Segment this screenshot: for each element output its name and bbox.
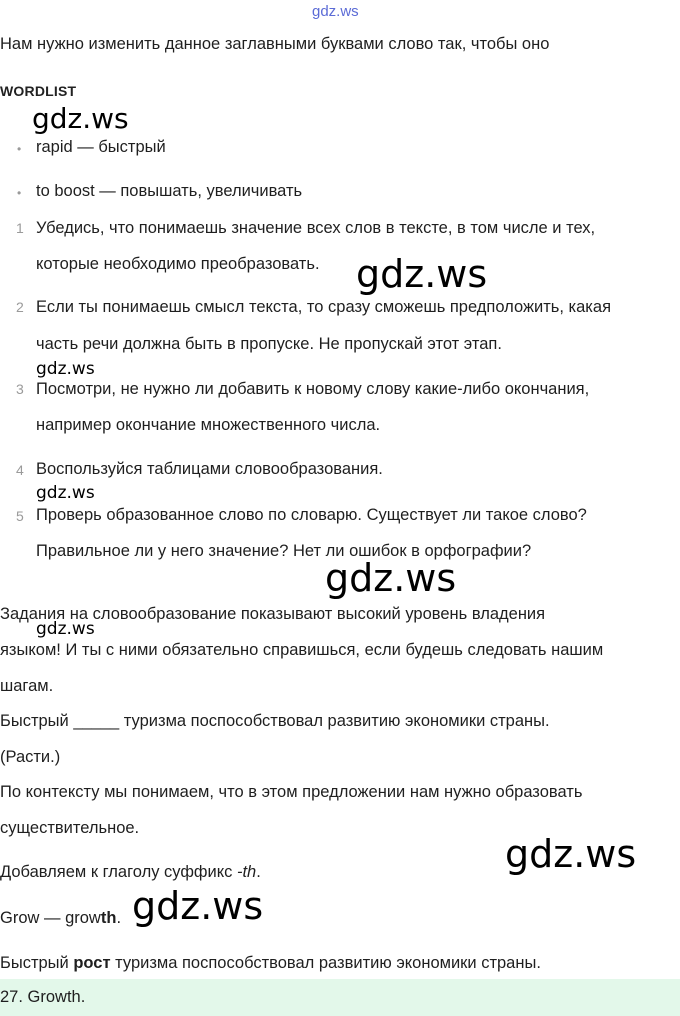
watermark: gdz.ws: [325, 556, 457, 600]
summary-text: языком! И ты с ними обязательно справишься, если будешь следовать нашим: [0, 641, 604, 659]
step-text: Проверь образованное слово по словарю. Существует ли такое слово?: [36, 506, 587, 524]
step-text: Посмотри, не нужно ли добавить к новому слову какие-либо окончания,: [36, 380, 590, 398]
explanation-text: существительное.: [0, 819, 140, 837]
step-text: Убедись, что понимаешь значение всех слов в тексте, в том числе и тех,: [36, 219, 596, 237]
step-number: 3: [16, 381, 24, 397]
bullet-icon: •: [17, 142, 22, 156]
summary-text: шагам.: [0, 677, 54, 695]
step-text: часть речи должна быть в пропуске. Не пропускай этот этап.: [36, 335, 502, 353]
step-text: которые необходимо преобразовать.: [36, 255, 320, 273]
watermark: gdz.ws: [36, 483, 95, 503]
bullet-icon: •: [17, 186, 22, 200]
step-number: 4: [16, 462, 24, 478]
step-number: 5: [16, 508, 24, 524]
explanation-text: По контексту мы понимаем, что в этом предложении нам нужно образовать: [0, 783, 583, 801]
suffix-line: Добавляем к глаголу суффикс -th.: [0, 863, 261, 881]
task-hint: (Расти.): [0, 748, 61, 766]
summary-text: Задания на словообразование показывают высокий уровень владения: [0, 605, 546, 623]
task-sentence: Быстрый _____ туризма поспособствовал развитию экономики страны.: [0, 712, 550, 730]
answer-bar: [0, 979, 680, 1016]
wordlist-item: rapid — быстрый: [36, 138, 166, 156]
step-number: 1: [16, 220, 24, 236]
wordlist-heading: WORDLIST: [0, 83, 77, 99]
watermark: gdz.ws: [32, 102, 129, 135]
watermark: gdz.ws: [356, 252, 488, 296]
answer-text: 27. Growth.: [0, 988, 86, 1006]
watermark: gdz.ws: [36, 359, 95, 379]
watermark-top: gdz.ws: [312, 3, 359, 20]
watermark: gdz.ws: [505, 832, 637, 876]
intro-text: Нам нужно изменить данное заглавными буквами слово так, чтобы оно: [0, 35, 550, 53]
grow-line: Grow — growth.: [0, 909, 122, 927]
final-sentence: Быстрый рост туризма поспособствовал развитию экономики страны.: [0, 954, 541, 972]
step-text: например окончание множественного числа.: [36, 416, 381, 434]
step-text: Если ты понимаешь смысл текста, то сразу сможешь предположить, какая: [36, 298, 612, 316]
watermark: gdz.ws: [36, 619, 95, 639]
watermark: gdz.ws: [132, 884, 264, 928]
step-number: 2: [16, 299, 24, 315]
step-text: Правильное ли у него значение? Нет ли ошибок в орфографии?: [36, 542, 532, 560]
wordlist-item: to boost — повышать, увеличивать: [36, 182, 303, 200]
step-text: Воспользуйся таблицами словообразования.: [36, 460, 383, 478]
